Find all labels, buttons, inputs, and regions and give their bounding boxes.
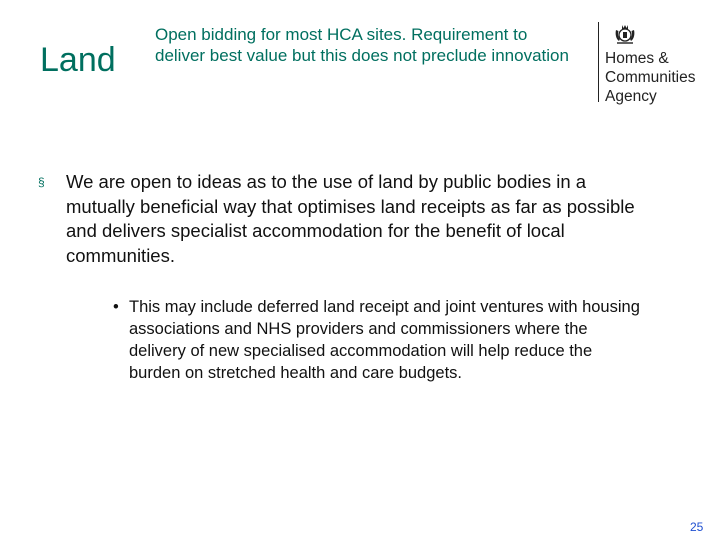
logo-line-2: Communities [605, 69, 696, 86]
logo-line-3: Agency [605, 88, 657, 105]
slide-title: Land [40, 41, 116, 79]
page-number: 25 [690, 520, 704, 534]
hca-logo [598, 20, 713, 105]
main-bullet [38, 170, 658, 268]
royal-crest-icon [612, 20, 638, 46]
slide-subtitle: Open bidding for most HCA sites. Requirement to deliver best value but this does not preclude innovation [155, 25, 569, 65]
section-bullet-marker: § [38, 175, 45, 189]
main-bullet-text: We are open to ideas as to the use of land by public bodies in a mutually beneficial way that optimises land receipts as far as possible and delivers specialist accommodation for the benefit of local communities. [66, 171, 635, 266]
sub-bullet-text: This may include deferred land receipt and joint ventures with housing associations and NHS providers and commissioners where the delivery of new specialised accommodation will help reduce the burden on stretched health and care budgets. [129, 298, 640, 382]
sub-bullet-marker: • [113, 298, 119, 316]
logo-line-1: Homes & [605, 50, 669, 67]
sub-bullet [113, 296, 643, 384]
logo-divider [598, 22, 599, 102]
logo-wordmark [605, 49, 695, 106]
